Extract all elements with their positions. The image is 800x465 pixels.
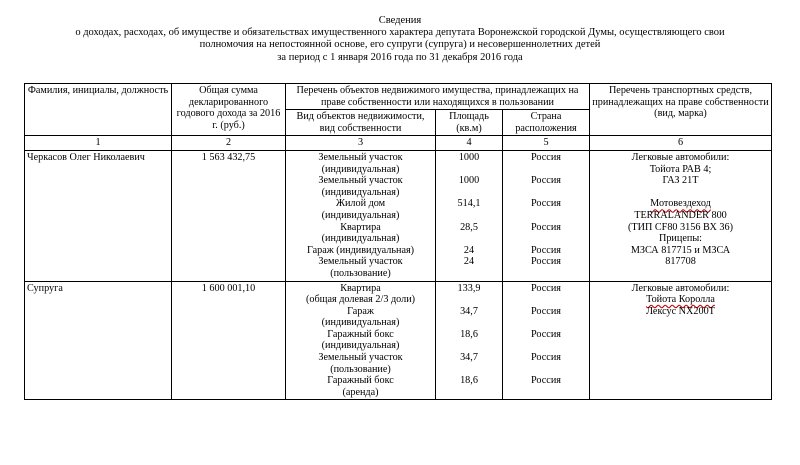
object-ownership: (общая долевая 2/3 доли) bbox=[305, 294, 416, 306]
column-number: 6 bbox=[590, 136, 772, 151]
header-realty-group: Перечень объектов недвижимого имущества, принадлежащих на праве собственности или находящихся в пользовании bbox=[286, 84, 590, 110]
vehicle-item: 817708 bbox=[665, 256, 696, 268]
object-types bbox=[286, 150, 436, 281]
object-country: Россия bbox=[531, 221, 561, 233]
object-area: 514,1 bbox=[457, 198, 481, 210]
heading-line-2: о доходах, расходах, об имуществе и обязательствах имущественного характера депутата Воронежской городской Думы, осуществляющего свои bbox=[75, 27, 725, 39]
object-type: Гараж (индивидуальная) bbox=[306, 244, 415, 256]
object-ownership: (индивидуальная) bbox=[321, 317, 400, 329]
vehicle-category: Легковые автомобили: bbox=[631, 151, 730, 163]
table-row bbox=[25, 150, 772, 281]
person-income: 1 600 001,10 bbox=[172, 281, 286, 400]
header-area bbox=[436, 110, 503, 136]
header-name: Фамилия, инициалы, должность bbox=[25, 84, 172, 136]
object-country: Россия bbox=[531, 282, 561, 294]
object-country: Россия bbox=[531, 305, 561, 317]
object-type: Земельный участок bbox=[318, 151, 403, 163]
object-areas bbox=[436, 150, 503, 281]
object-area: 1000 bbox=[458, 175, 480, 187]
object-country: Россия bbox=[531, 256, 561, 268]
header-area-label: Площадь (кв.м) bbox=[449, 111, 489, 134]
object-ownership: (индивидуальная) bbox=[321, 163, 400, 175]
object-area: 1000 bbox=[458, 151, 480, 163]
header-object-type: Вид объектов недвижимости, вид собственности bbox=[286, 110, 436, 136]
declaration-table bbox=[24, 83, 772, 400]
header-vehicles: Перечень транспортных средств, принадлежащих на праве собственности (вид, марка) bbox=[590, 84, 772, 136]
object-country: Россия bbox=[531, 375, 561, 387]
document-heading bbox=[0, 15, 800, 64]
person-name: Черкасов Олег Николаевич bbox=[25, 150, 172, 281]
object-type: Квартира bbox=[340, 282, 381, 294]
vehicle-item: Тойота Королла bbox=[646, 294, 715, 306]
column-number-row bbox=[25, 136, 772, 151]
object-type: Жилой дом bbox=[335, 198, 386, 210]
object-ownership: (индивидуальная) bbox=[321, 233, 400, 245]
object-type: Квартира bbox=[340, 221, 381, 233]
object-types bbox=[286, 281, 436, 400]
person-name: Супруга bbox=[25, 281, 172, 400]
heading-line-3: полномочия на непостоянной основе, его супруги (супруга) и несовершеннолетних детей bbox=[199, 39, 601, 51]
vehicle-item: Лексус NX200T bbox=[646, 305, 715, 317]
object-area: 24 bbox=[463, 256, 475, 268]
vehicle-category: Прицепы: bbox=[658, 233, 702, 245]
heading-period: за период с 1 января 2016 года по 31 декабря 2016 года bbox=[277, 51, 523, 63]
object-countries bbox=[503, 150, 590, 281]
object-ownership: (пользование) bbox=[330, 363, 391, 375]
object-area: 18,6 bbox=[460, 375, 478, 387]
object-countries bbox=[503, 281, 590, 400]
column-number: 2 bbox=[172, 136, 286, 151]
vehicle-item: ГАЗ 21Т bbox=[662, 175, 699, 187]
object-ownership: (индивидуальная) bbox=[321, 340, 400, 352]
column-number: 3 bbox=[286, 136, 436, 151]
object-type: Гаражный бокс bbox=[327, 375, 394, 387]
object-type: Земельный участок bbox=[318, 256, 403, 268]
object-country: Россия bbox=[531, 198, 561, 210]
object-type: Гараж bbox=[347, 305, 374, 317]
vehicle-item: TERRALANDER 800 bbox=[634, 209, 727, 221]
header-country: Страна расположения bbox=[503, 110, 590, 136]
object-type: Земельный участок bbox=[318, 175, 403, 187]
header-income: Общая сумма декларированного годового дохода за 2016 г. (руб.) bbox=[172, 84, 286, 136]
header-row-1 bbox=[25, 84, 772, 110]
vehicle-item: (ТИП CF80 3156 ВХ 36) bbox=[627, 221, 734, 233]
object-country: Россия bbox=[531, 328, 561, 340]
table-row bbox=[25, 281, 772, 400]
object-area: 34,7 bbox=[460, 352, 478, 364]
object-area: 28,5 bbox=[460, 221, 478, 233]
vehicle-list bbox=[590, 150, 772, 281]
object-country: Россия bbox=[531, 175, 561, 187]
vehicle-list bbox=[590, 281, 772, 400]
object-ownership: (индивидуальная) bbox=[321, 209, 400, 221]
vehicle-category: Легковые автомобили: bbox=[631, 282, 730, 294]
object-country: Россия bbox=[531, 352, 561, 364]
column-number: 5 bbox=[503, 136, 590, 151]
object-area: 133,9 bbox=[457, 282, 481, 294]
person-income: 1 563 432,75 bbox=[172, 150, 286, 281]
object-ownership: (индивидуальная) bbox=[321, 186, 400, 198]
vehicle-category: Мотовездеход bbox=[650, 198, 711, 210]
vehicle-item: Тойота РАВ 4; bbox=[649, 163, 712, 175]
object-ownership: (пользование) bbox=[330, 267, 391, 279]
object-country: Россия bbox=[531, 151, 561, 163]
object-area: 24 bbox=[463, 244, 475, 256]
vehicle-item: МЗСА 817715 и МЗСА bbox=[630, 244, 731, 256]
object-country: Россия bbox=[531, 244, 561, 256]
object-ownership: (аренда) bbox=[342, 386, 379, 398]
object-type: Гаражный бокс bbox=[327, 328, 394, 340]
object-type: Земельный участок bbox=[318, 352, 403, 364]
heading-title: Сведения bbox=[378, 15, 422, 26]
object-areas bbox=[436, 281, 503, 400]
object-area: 34,7 bbox=[460, 305, 478, 317]
column-number: 4 bbox=[436, 136, 503, 151]
column-number: 1 bbox=[25, 136, 172, 151]
object-area: 18,6 bbox=[460, 328, 478, 340]
